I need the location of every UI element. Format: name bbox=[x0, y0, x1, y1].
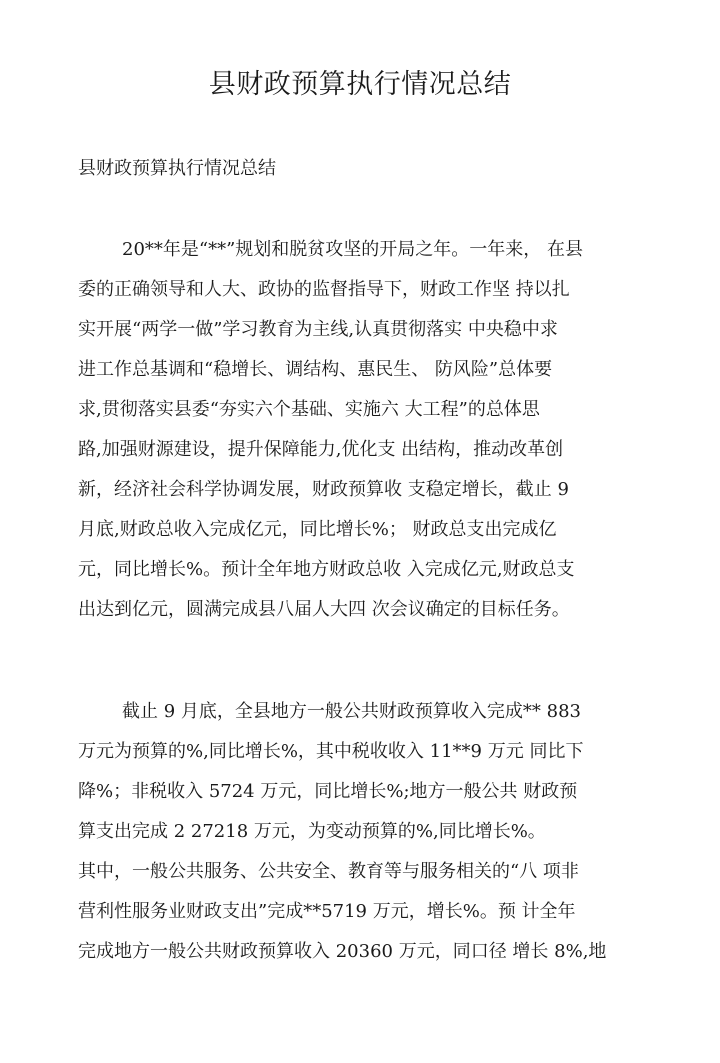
paragraph-line: 20**年是“**”规划和脱贫攻坚的开局之年。一年来， 在县 bbox=[122, 239, 584, 260]
paragraph-line: 算支出完成 2 27218 万元，为变动预算的%,同比增长%。 bbox=[78, 821, 546, 842]
paragraph-line: 截止 9 月底，全县地方一般公共财政预算收入完成** 883 bbox=[122, 701, 581, 722]
paragraph-line: 降%；非税收入 5724 万元，同比增长%;地方一般公共 财政预 bbox=[78, 781, 578, 802]
paragraph-1 bbox=[78, 230, 658, 630]
paragraph-line: 完成地方一般公共财政预算收入 20360 万元，同口径 增长 8%,地 bbox=[78, 941, 607, 962]
paragraph-line: 万元为预算的%,同比增长%，其中税收收入 11**9 万元 同比下 bbox=[78, 741, 584, 762]
paragraph-line: 实开展“两学一做”学习教育为主线,认真贯彻落实 中央稳中求 bbox=[78, 319, 558, 340]
paragraph-line: 元，同比增长%。预计全年地方财政总收 入完成亿元,财政总支 bbox=[78, 559, 575, 580]
paragraph-line: 出达到亿元，圆满完成县八届人大四 次会议确定的目标任务。 bbox=[78, 599, 570, 620]
paragraph-line: 营利性服务业财政支出”完成**5719 万元，增长%。预 计全年 bbox=[78, 901, 576, 922]
paragraph-line: 月底,财政总收入完成亿元，同比增长%； 财政总支出完成亿 bbox=[78, 519, 557, 540]
paragraph-line: 其中，一般公共服务、公共安全、教育等与服务相关的“八 项非 bbox=[78, 861, 579, 882]
paragraph-line: 路,加强财源建设，提升保障能力,优化支 出结构，推动改革创 bbox=[78, 439, 564, 460]
paragraph-line: 委的正确领导和人大、政协的监督指导下，财政工作坚 持以扎 bbox=[78, 279, 570, 300]
document-subtitle: 县财政预算执行情况总结 bbox=[78, 158, 276, 179]
paragraph-line: 求,贯彻落实县委“夯实六个基础、实施六 大工程”的总体思 bbox=[78, 399, 540, 420]
paragraph-line: 新，经济社会科学协调发展，财政预算收 支稳定增长，截止 9 bbox=[78, 479, 569, 500]
paragraph-line: 进工作总基调和“稳增长、调结构、惠民生、 防风险”总体要 bbox=[78, 359, 553, 380]
paragraph-2 bbox=[78, 692, 658, 972]
document-title: 县财政预算执行情况总结 bbox=[208, 69, 512, 100]
